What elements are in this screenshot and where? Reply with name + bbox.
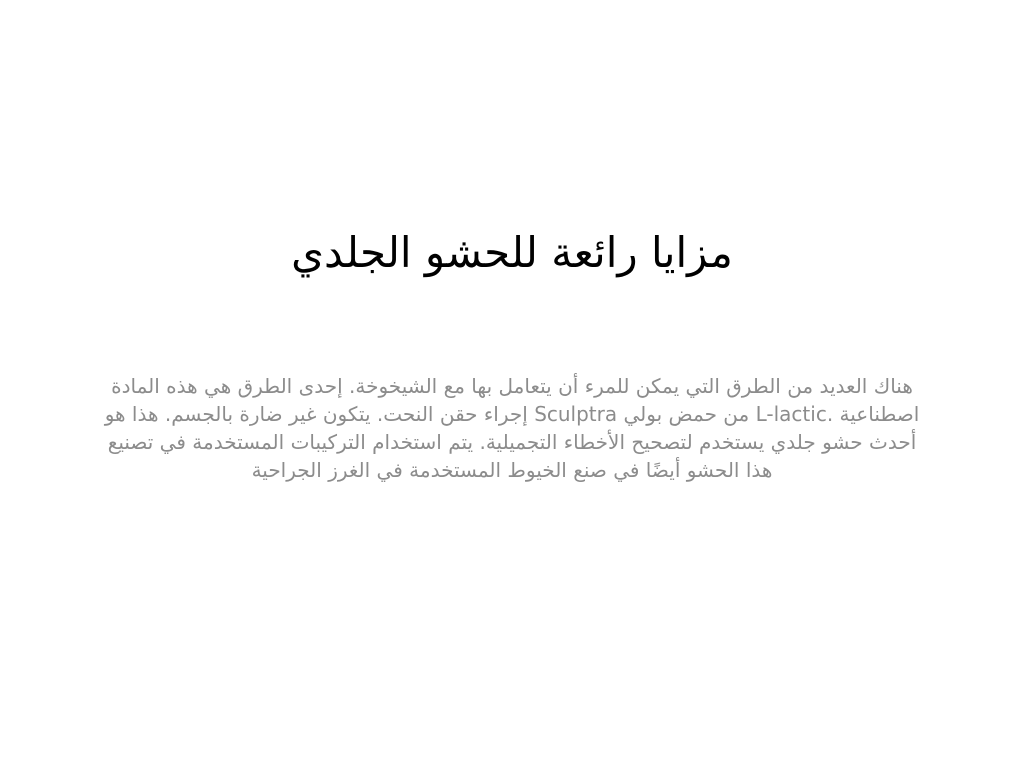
slide-body-text: هناك العديد من الطرق التي يمكن للمرء أن يتعامل بها مع الشيخوخة. إحدى الطرق هي هذه المادة اصطناعية .L-lactic من حمض بولي Sculptra إجراء حقن النحت. يتكون غير ضارة بالجسم. هذا هو أحدث حشو جلدي يستخدم لتصحيح الأخطاء التجميلية. يتم استخدام التركيبات المستخدمة في تصنيع هذا الحشو أيضًا في صنع الخيوط المستخدمة في الغرز الجراحية: [104, 374, 920, 482]
slide-title: مزايا رائعة للحشو الجلدي: [291, 228, 733, 277]
